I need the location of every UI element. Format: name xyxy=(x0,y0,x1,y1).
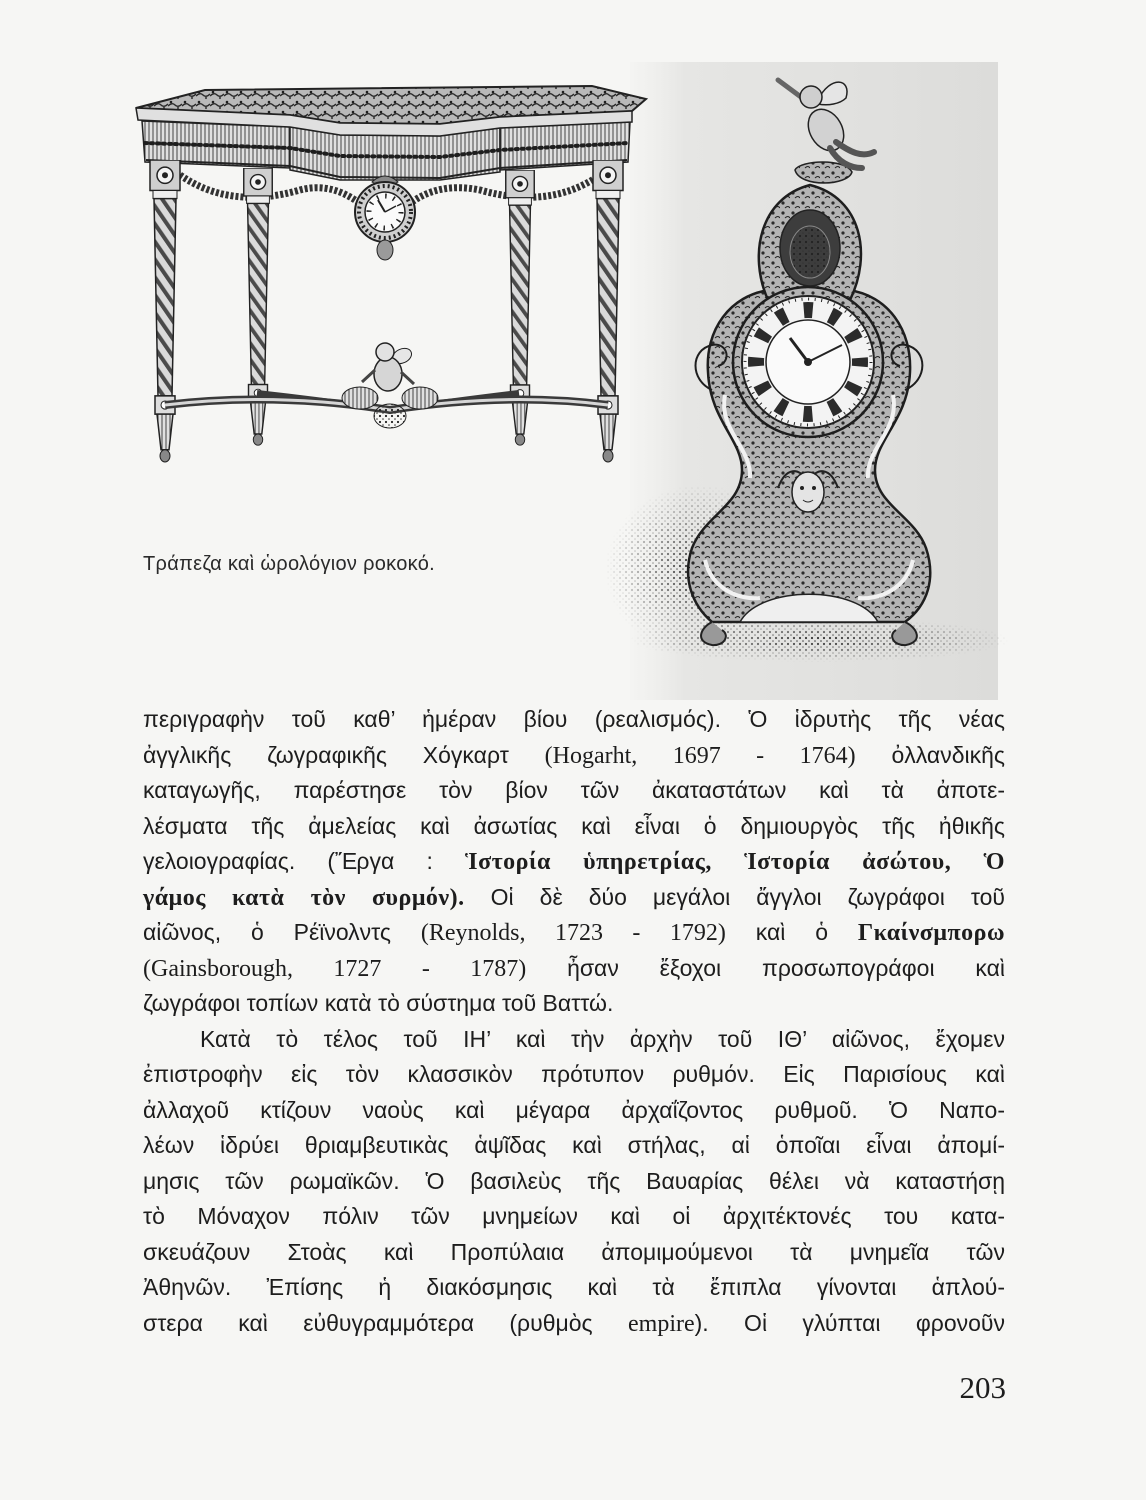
table-leg xyxy=(150,160,180,462)
artist-dates: (Reynolds, 1723 - 1792) xyxy=(420,920,726,946)
text-segment: σκευάζουν Στοὰς καὶ Προπύλαια ἀπομιμούμενοι τὰ μνημεῖα τῶν xyxy=(143,1238,1005,1265)
text-segment: ὀλλανδικῆς xyxy=(855,741,1005,768)
clock-dial xyxy=(733,287,883,437)
text-line xyxy=(143,986,1005,1022)
text-line xyxy=(143,1164,1005,1200)
paragraph xyxy=(143,1022,1005,1342)
text-segment: περιγραφὴν τοῦ καθ’ ἡμέραν βίου (ρεαλισμός). Ὁ ἱδρυτὴς τῆς νέας xyxy=(143,706,1005,732)
putto-ornament xyxy=(342,343,438,428)
text-segment: λέσματα τῆς ἀμελείας καὶ ἀσωτίας καὶ εἶναι ὁ δημιουργὸς τῆς ἠθικῆς xyxy=(143,812,1005,839)
text-segment: μησις τῶν ρωμαϊκῶν. Ὁ βασιλεὺς τῆς Βαυαρίας θέλει νὰ καταστήσῃ xyxy=(143,1167,1005,1194)
text-line xyxy=(143,1199,1005,1235)
table-leg xyxy=(506,170,535,445)
text-segment: ἐπιστροφὴν εἰς τὸν κλασσικὸν πρότυπον ρυθμόν. Εἰς Παρισίους καὶ xyxy=(143,1061,1005,1087)
text-line xyxy=(143,809,1005,845)
text-line xyxy=(143,773,1005,809)
text-segment: ). Οἱ γλύπται φρονοῦν xyxy=(694,1309,1005,1336)
style-term: empire xyxy=(628,1310,695,1337)
text-segment: ζωγράφοι τοπίων κατὰ τὸ σύστημα τοῦ Βαττώ. xyxy=(143,990,614,1016)
text-segment: Ἀθηνῶν. Ἐπίσης ἡ διακόσμησις καὶ τὰ ἔπιπλα γίνονται ἁπλού- xyxy=(143,1274,1005,1300)
text-segment: Οἱ δὲ δύο μεγάλοι ἄγγλοι ζωγράφοι τοῦ xyxy=(464,883,1005,910)
figure-caption: Τράπεζα καὶ ὡρολόγιον ροκοκό. xyxy=(143,553,435,575)
text-segment: ἀλλαχοῦ κτίζουν ναοὺς καὶ μέγαρα ἀρχαΐζοντος ρυθμοῦ. Ὁ Ναπο- xyxy=(143,1096,1005,1123)
text-segment: καταγωγῆς, παρέστησε τὸν βίον τῶν ἀκαταστάτων καὶ τὰ ἀποτε- xyxy=(143,777,1005,803)
text-line xyxy=(143,1306,1005,1342)
text-line xyxy=(143,1057,1005,1093)
text-line xyxy=(143,844,1005,880)
text-segment: τὸ Μόναχον πόλιν τῶν μνημείων καὶ οἱ ἀρχιτέκτονές του κατα- xyxy=(143,1203,1005,1229)
apron-clock-medallion xyxy=(355,176,415,260)
text-line xyxy=(143,915,1005,951)
text-line xyxy=(143,1270,1005,1306)
text-line xyxy=(143,738,1005,774)
page-number: 203 xyxy=(959,1370,1006,1405)
text-line xyxy=(143,880,1005,916)
artwork-titles: Ἱστορία ὑπηρετρίας, Ἱστορία ἀσώτου, Ὁ xyxy=(465,849,1005,875)
text-line xyxy=(143,1235,1005,1271)
artist-dates: (Gainsborough, 1727 - 1787) xyxy=(143,955,527,982)
text-segment: καὶ ὁ xyxy=(725,919,858,945)
paragraph xyxy=(143,702,1005,1022)
text-segment: στερα καὶ εὐθυγραμμότερα (ρυθμὸς xyxy=(143,1309,628,1336)
text-segment: ἦσαν ἔξοχοι προσωπογράφοι καὶ xyxy=(526,954,1005,981)
text-segment: Κατὰ τὸ τέλος τοῦ ΙΗ’ καὶ τὴν ἀρχὴν τοῦ ΙΘ’ αἰῶνος, ἔχομεν xyxy=(200,1025,1005,1052)
text-segment: ἀγγλικῆς ζωγραφικῆς Χόγκαρτ xyxy=(143,741,545,768)
text-line xyxy=(143,1093,1005,1129)
text-line xyxy=(143,1022,1005,1058)
artwork-titles: γάμος κατὰ τὸν συρμόν). xyxy=(143,884,465,911)
text-segment: γελοιογραφίας. (Ἔργα : xyxy=(143,848,465,874)
body-text xyxy=(143,702,1005,1341)
table-illustration xyxy=(136,86,646,462)
artist-name: Γκαίνσμπορω xyxy=(857,920,1005,946)
text-segment: αἰῶνος, ὁ Ρέϊνολντς xyxy=(143,919,421,945)
text-line xyxy=(143,702,1005,738)
table-leg xyxy=(593,160,623,462)
text-segment: λέων ἱδρύει θριαμβευτικὰς ἁψῖδας καὶ στήλας, αἱ ὁποῖαι εἶναι ἀπομί- xyxy=(143,1132,1005,1158)
artist-dates: (Hogarht, 1697 - 1764) xyxy=(544,742,856,769)
text-line xyxy=(143,951,1005,987)
illustrations xyxy=(0,0,1146,700)
table-leg xyxy=(244,168,273,445)
text-line xyxy=(143,1128,1005,1164)
